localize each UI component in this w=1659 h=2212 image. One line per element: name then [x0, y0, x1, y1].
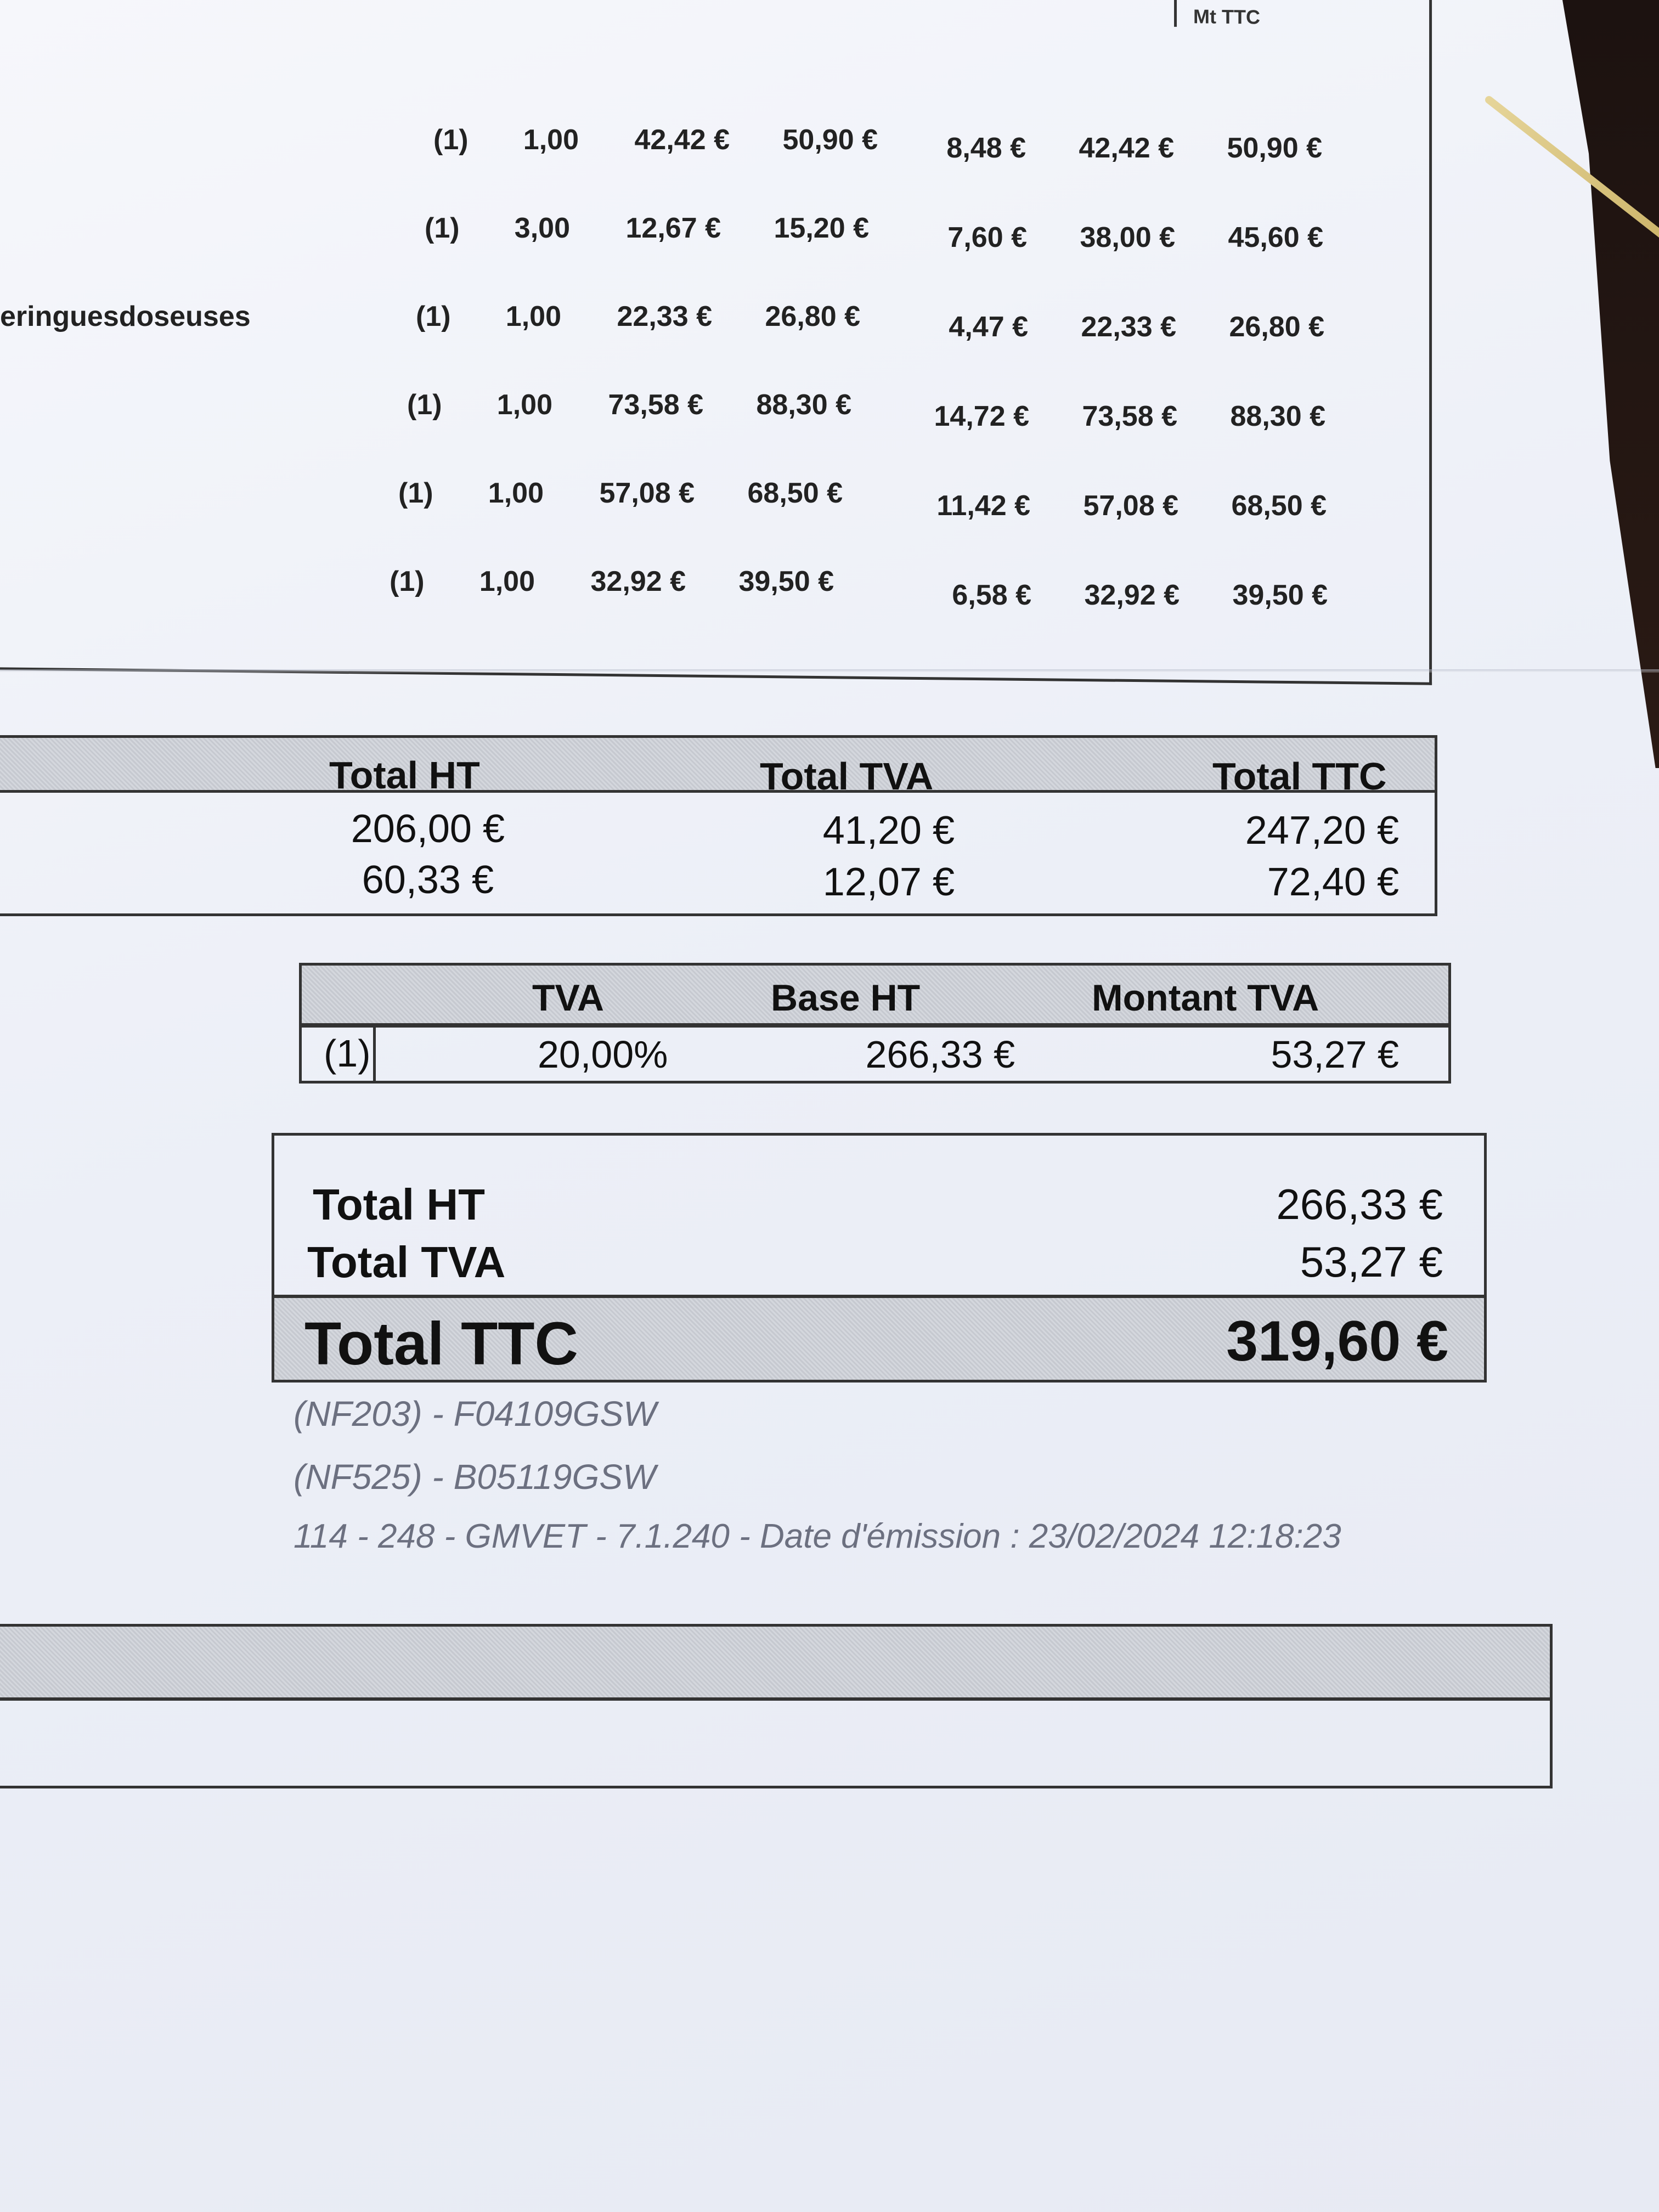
line-item-mt-ht: 38,00 € — [1080, 222, 1175, 253]
line-item-mt-ht: 42,42 € — [1079, 132, 1174, 164]
line-item-qty: 1,00 — [496, 389, 552, 421]
subtotal-row-2-ttc: 72,40 € — [1267, 860, 1399, 904]
line-item-label: eringuesdoseuses — [0, 301, 251, 332]
column-header-mt-ttc: Mt TTC — [1193, 5, 1261, 29]
line-item-mt-ht: 57,08 € — [1083, 490, 1178, 522]
line-item-qty: 1,00 — [523, 124, 579, 156]
vat-row-base: 266,33 € — [865, 1033, 1015, 1076]
line-item-pu-ht: 73,58 € — [608, 389, 703, 421]
line-item-tva-code: (1) — [416, 301, 451, 332]
subtotals-header-ttc: Total TTC — [1212, 755, 1387, 798]
line-item-mt-tva: 7,60 € — [947, 222, 1027, 253]
grand-total-ttc-band — [274, 1295, 1484, 1380]
subtotal-row-1-ttc: 247,20 € — [1245, 809, 1399, 853]
subtotals-header-ht: Total HT — [329, 754, 480, 797]
subtotals-table — [0, 735, 1437, 916]
line-item-pu-ttc: 26,80 € — [765, 301, 860, 332]
vat-row-rate: 20,00% — [538, 1033, 668, 1076]
footer-nf203: (NF203) - F04109GSW — [294, 1394, 657, 1434]
line-item-mt-ttc: 26,80 € — [1229, 311, 1324, 343]
line-item-mt-ht: 32,92 € — [1084, 579, 1180, 611]
subtotal-row-1-tva: 41,20 € — [822, 809, 955, 853]
grand-total-ht-value: 266,33 € — [1276, 1180, 1443, 1228]
footer-emission: 114 - 248 - GMVET - 7.1.240 - Date d'émission : 23/02/2024 12:18:23 — [294, 1517, 1341, 1555]
line-item-tva-code: (1) — [425, 212, 460, 244]
grand-total-ht-label: Total HT — [313, 1180, 486, 1229]
line-item-pu-ht: 22,33 € — [617, 301, 712, 332]
line-item-mt-ttc: 50,90 € — [1227, 132, 1322, 164]
line-item-mt-tva: 6,58 € — [952, 579, 1031, 611]
line-item-pu-ht: 57,08 € — [599, 477, 695, 509]
footer-nf525: (NF525) - B05119GSW — [294, 1457, 656, 1497]
vat-row-montant: 53,27 € — [1271, 1033, 1399, 1076]
vat-header-base: Base HT — [771, 977, 921, 1019]
grand-total-ttc-label: Total TTC — [304, 1310, 578, 1378]
subtotal-row-2-tva: 12,07 € — [822, 860, 955, 904]
subtotal-row-1-ht: 206,00 € — [351, 807, 505, 851]
line-item-qty: 1,00 — [505, 301, 561, 332]
line-item-tva-code: (1) — [398, 477, 433, 509]
subtotal-row-2-ht: 60,33 € — [362, 858, 494, 902]
line-item-pu-ttc: 88,30 € — [756, 389, 851, 421]
vat-header-montant: Montant TVA — [1092, 977, 1319, 1019]
line-item-pu-ttc: 50,90 € — [782, 124, 878, 156]
line-item-mt-ttc: 45,60 € — [1228, 222, 1323, 253]
line-item-qty: 1,00 — [488, 477, 544, 509]
line-item-mt-ht: 22,33 € — [1081, 311, 1176, 343]
line-item-mt-tva: 14,72 € — [934, 400, 1029, 432]
line-item-qty: 3,00 — [514, 212, 570, 244]
line-item-pu-ht: 12,67 € — [625, 212, 721, 244]
line-item-pu-ht: 32,92 € — [590, 566, 686, 597]
grand-total-ttc-value: 319,60 € — [1226, 1310, 1448, 1373]
vat-breakdown-table — [299, 963, 1451, 1084]
line-item-mt-ht: 73,58 € — [1082, 400, 1177, 432]
line-item-tva-code: (1) — [390, 566, 425, 597]
line-item-mt-ttc: 88,30 € — [1230, 400, 1325, 432]
vat-header-tva: TVA — [532, 977, 604, 1019]
line-item-tva-code: (1) — [433, 124, 469, 156]
grand-total-tva-label: Total TVA — [307, 1238, 506, 1286]
line-item-pu-ht: 42,42 € — [634, 124, 730, 156]
line-item-pu-ttc: 39,50 € — [738, 566, 834, 597]
line-item-tva-code: (1) — [407, 389, 442, 421]
line-item-mt-tva: 8,48 € — [946, 132, 1026, 164]
line-item-qty: 1,00 — [479, 566, 535, 597]
grand-total-tva-value: 53,27 € — [1300, 1238, 1443, 1286]
line-item-mt-ttc: 68,50 € — [1231, 490, 1327, 522]
empty-table — [0, 1624, 1553, 1788]
paper-fold — [0, 669, 1659, 673]
vat-row-code: (1) — [324, 1032, 371, 1075]
line-item-mt-ttc: 39,50 € — [1232, 579, 1328, 611]
line-item-pu-ttc: 15,20 € — [774, 212, 869, 244]
grand-totals-table — [272, 1133, 1487, 1383]
line-item-mt-tva: 11,42 € — [936, 490, 1030, 522]
line-item-mt-tva: 4,47 € — [949, 311, 1028, 343]
subtotals-header-tva: Total TVA — [760, 755, 934, 798]
line-item-pu-ttc: 68,50 € — [747, 477, 843, 509]
